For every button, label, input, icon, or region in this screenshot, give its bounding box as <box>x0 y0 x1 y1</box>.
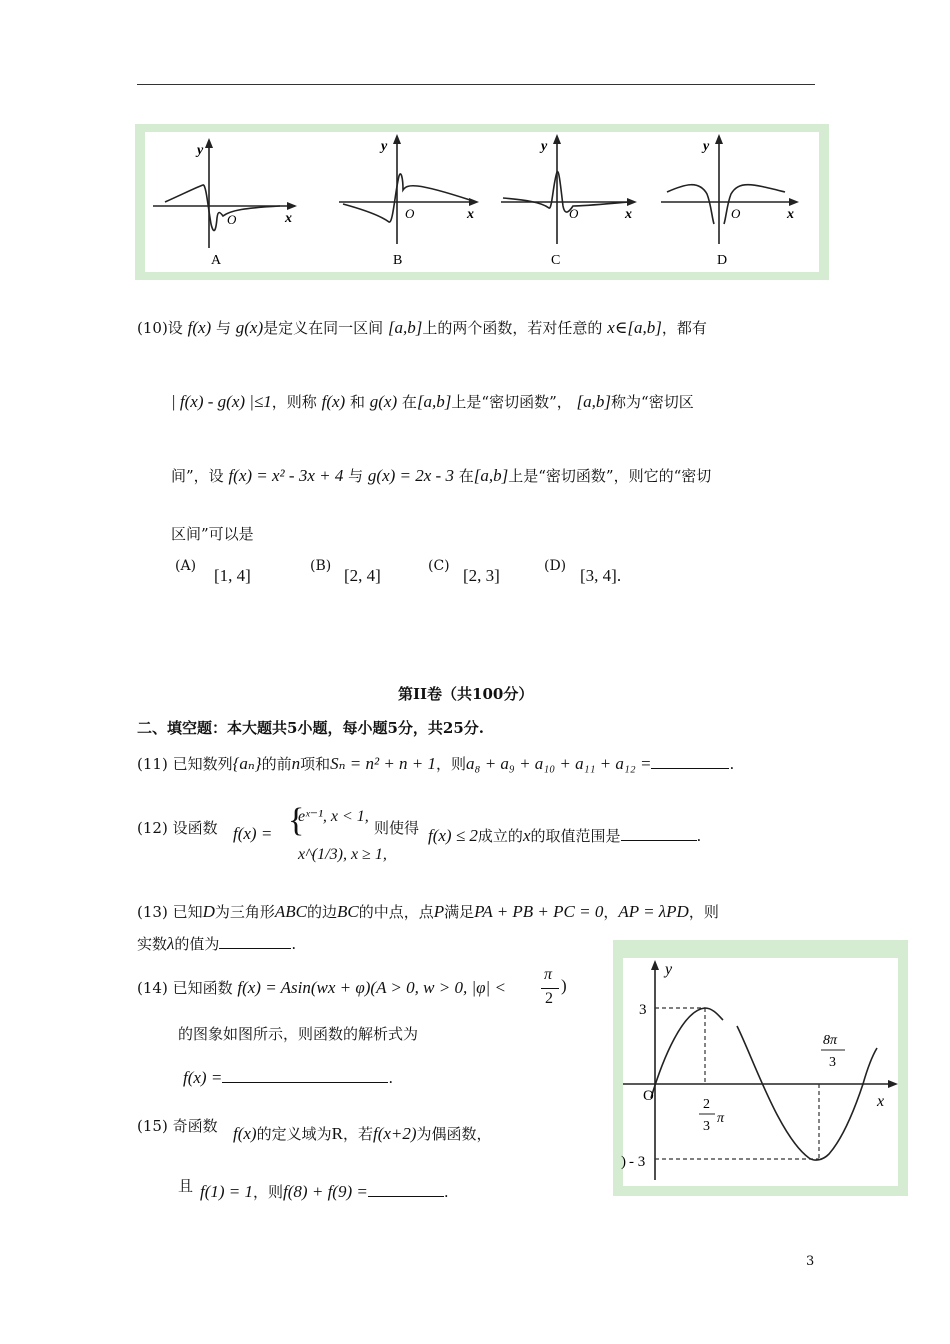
sine-x2-den: 3 <box>829 1055 836 1070</box>
q12-rest2: f(x) ≤ 2成立的x的取值范围是 . <box>428 826 702 845</box>
q14-two: 2 <box>545 990 553 1007</box>
q12: (12) 设函数 <box>137 819 218 837</box>
graph-a-o: O <box>227 212 237 227</box>
graph-d-o: O <box>731 206 741 221</box>
sine-x1-den: 3 <box>703 1119 710 1134</box>
graph-a-y: y <box>197 143 204 158</box>
q14-close: ) <box>561 976 567 995</box>
q15-line2b: f(1) = 1，则f(8) + f(9) = . <box>200 1182 449 1201</box>
graph-c-o: O <box>569 206 579 221</box>
q13-line2: 实数λ的值为 . <box>137 934 297 953</box>
q11-answer-blank[interactable] <box>651 754 729 769</box>
q10-number: (10) <box>137 319 168 337</box>
q12-brace: { <box>288 802 305 839</box>
q12-rest: 则使得 <box>374 819 420 837</box>
graph-a-x: x <box>285 211 292 226</box>
q14-answer-blank[interactable] <box>222 1068 388 1083</box>
sine-graph-svg <box>623 958 898 1186</box>
sine-x1-num: 2 <box>703 1097 710 1112</box>
q14-pi: π <box>544 966 553 983</box>
graph-b-x: x <box>467 207 474 222</box>
graph-b-label: B <box>393 253 403 268</box>
q10-line2: | f(x) - g(x) |≤1，则称 f(x) 和 g(x) 在[a,b]上是“密切函数”， [a,b]称为“密切区 <box>171 392 694 411</box>
q12-case1: eˣ⁻¹, x < 1, <box>298 808 369 825</box>
q14-line1: (14) 已知函数 f(x) = Asin(wx + φ)(A > 0, w > 0, |φ| < <box>137 978 506 997</box>
q12-answer-blank[interactable] <box>621 826 697 841</box>
graph-c-x: x <box>625 207 632 222</box>
q10-option-c-label: (C) <box>428 558 450 574</box>
section-title: 第II卷（共100分） <box>398 685 534 703</box>
header-rule <box>137 84 815 85</box>
q10-line1: (10)设 f(x) 与 g(x)是定义在同一区间 [a,b]上的两个函数，若对任意的 x∈[a,b]，都有 <box>137 318 707 337</box>
graph-c-y: y <box>541 139 548 154</box>
q12-case2: x^(1/3), x ≥ 1, <box>298 846 387 863</box>
sine-x2-num: 8π <box>823 1033 838 1048</box>
page-number: 3 <box>806 1254 815 1269</box>
graph-d-x: x <box>787 207 794 222</box>
q11: (11) 已知数列{aₙ}的前n项和Sₙ = n² + n + 1，则a₈ + a₉ + a₁₀ + a₁₁ + a₁₂ = . <box>137 754 735 773</box>
sine-ymax: 3 <box>639 1002 647 1018</box>
q10-option-b: [2, 4] <box>344 566 381 585</box>
q14-fraction-bar <box>541 988 559 989</box>
q15-answer-blank[interactable] <box>368 1182 444 1197</box>
sine-stray: ) <box>621 1154 626 1170</box>
sine-graph-frame <box>613 940 908 1196</box>
q14-line2: 的图象如图所示，则函数的解析式为 <box>178 1025 419 1043</box>
section-heading: 二、填空题：本大题共5小题，每小题5分，共25分. <box>137 719 484 737</box>
graph-d-label: D <box>717 253 728 268</box>
graph-options-svg <box>145 132 819 272</box>
q13-answer-blank[interactable] <box>219 934 291 949</box>
q13-line1: (13) 已知D为三角形ABC的边BC的中点，点P满足PA + PB + PC = 0，AP = λPD，则 <box>137 902 719 921</box>
q15-line1b: f(x)的定义域为R，若f(x+2)为偶函数， <box>233 1124 492 1143</box>
graph-c-label: C <box>551 253 561 268</box>
q10-line4: 区间”可以是 <box>171 525 254 543</box>
sine-y-label: y <box>665 961 673 978</box>
q10-option-c: [2, 3] <box>463 566 500 585</box>
q10-option-d-label: (D) <box>544 558 567 574</box>
sine-x-label: x <box>877 1093 885 1110</box>
graph-b-y: y <box>381 139 388 154</box>
q10-line3: 间”，设 f(x) = x² - 3x + 4 与 g(x) = 2x - 3 在[a,b]上是“密切函数”，则它的“密切 <box>171 466 712 485</box>
sine-origin: O <box>643 1088 654 1104</box>
q12-fx: f(x) = <box>233 824 273 843</box>
graph-options-panel <box>135 124 829 280</box>
q15-line2: 且 <box>178 1177 194 1195</box>
q15-line1: (15) 奇函数 <box>137 1117 218 1135</box>
q10-option-a: [1, 4] <box>214 566 251 585</box>
sine-x1-pi: π <box>717 1111 725 1126</box>
q10-option-a-label: (A) <box>175 558 197 574</box>
graph-d-y: y <box>703 139 710 154</box>
graph-a-label: A <box>211 253 222 268</box>
q10-option-d: [3, 4]. <box>580 566 622 585</box>
sine-ymin: - 3 <box>629 1154 646 1170</box>
q10-option-b-label: (B) <box>310 558 332 574</box>
q14-line3: f(x) = . <box>183 1068 394 1087</box>
graph-b-o: O <box>405 206 415 221</box>
